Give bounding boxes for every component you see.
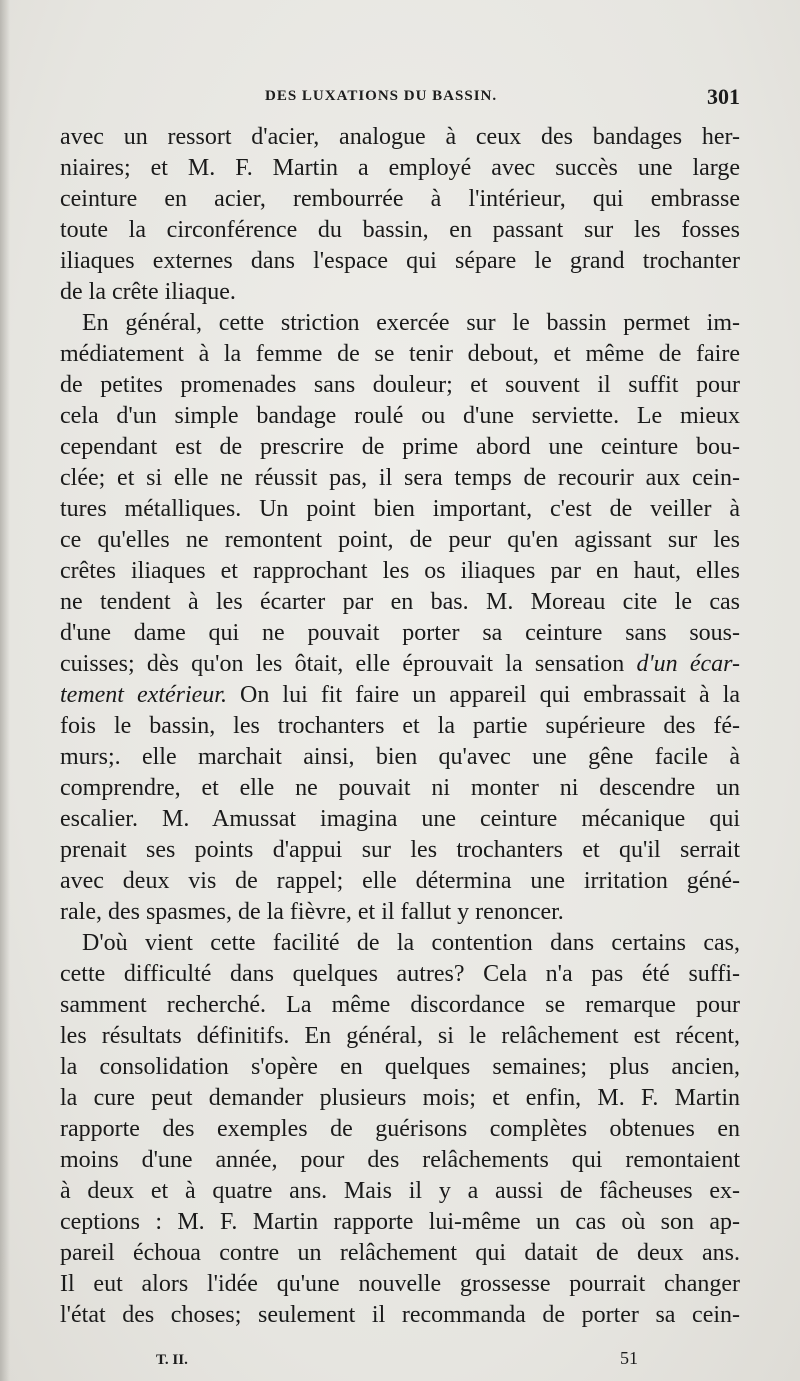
text-line: avec deux vis de rappel; elle détermina une irritation géné- (60, 868, 740, 894)
text-line: clée; et si elle ne réussit pas, il sera temps de recourir aux cein- (60, 465, 740, 491)
text-line (60, 649, 740, 680)
page-footer (60, 1348, 740, 1374)
text-line: iliaques externes dans l'espace qui sépare le grand trochanter (60, 248, 740, 274)
page-header (60, 84, 740, 114)
text-line: ceinture en acier, rembourrée à l'intérieur, qui embrasse (60, 186, 740, 212)
text-line: la cure peut demander plusieurs mois; et enfin, M. F. Martin (60, 1085, 740, 1111)
text-line: de petites promenades sans douleur; et souvent il suffit pour (60, 372, 740, 398)
text-line: toute la circonférence du bassin, en passant sur les fosses (60, 217, 740, 243)
text-line: rapporte des exemples de guérisons complètes obtenues en (60, 1116, 740, 1142)
signature-mark: 51 (620, 1348, 638, 1368)
text-line: rale, des spasmes, de la fièvre, et il fallut y renoncer. (60, 899, 564, 925)
text-line: escalier. M. Amussat imagina une ceinture mécanique qui (60, 806, 740, 832)
page-number: 301 (707, 84, 740, 109)
text-line: crêtes iliaques et rapprochant les os iliaques par en haut, elles (60, 558, 740, 584)
text-line: de la crête iliaque. (60, 279, 236, 305)
text-line: médiatement à la femme de se tenir debout, et même de faire (60, 341, 740, 367)
text-line: cette difficulté dans quelques autres? Cela n'a pas été suffi- (60, 961, 740, 987)
gutter-shadow (0, 0, 10, 1381)
text-line: d'une dame qui ne pouvait porter sa ceinture sans sous- (60, 620, 740, 646)
paragraph-start-line: D'où vient cette facilité de la contention dans certains cas, (82, 930, 740, 956)
text-line: ce qu'elles ne remontent point, de peur qu'en agissant sur les (60, 527, 740, 553)
italic-phrase: tement extérieur. (60, 682, 227, 708)
text-line: à deux et à quatre ans. Mais il y a aussi de fâcheuses ex- (60, 1178, 740, 1204)
text-line: l'état des choses; seulement il recommanda de porter sa cein- (60, 1302, 740, 1328)
text-line: avec un ressort d'acier, analogue à ceux des bandages her- (60, 124, 740, 150)
text-line: tures métalliques. Un point bien important, c'est de veiller à (60, 496, 740, 522)
text-line: pareil échoua contre un relâchement qui datait de deux ans. (60, 1240, 740, 1266)
text-line: niaires; et M. F. Martin a employé avec succès une large (60, 155, 740, 181)
running-title: DES LUXATIONS DU BASSIN. (265, 88, 498, 104)
text-segment: cuisses; dès qu'on les ôtait, elle éprouvait la sensation (60, 651, 625, 677)
text-line: fois le bassin, les trochanters et la partie supérieure des fé- (60, 713, 740, 739)
text-line: la consolidation s'opère en quelques semaines; plus ancien, (60, 1054, 740, 1080)
text-line: comprendre, et elle ne pouvait ni monter ni descendre un (60, 775, 740, 801)
text-line (60, 680, 740, 711)
body-text (60, 122, 740, 1331)
text-line: moins d'une année, pour des relâchements qui remontaient (60, 1147, 740, 1173)
volume-mark: T. II. (156, 1352, 188, 1368)
text-segment: On lui fit faire un appareil qui embrassait à la (227, 682, 741, 708)
text-line: cependant est de prescrire de prime abord une ceinture bou- (60, 434, 740, 460)
text-line: les résultats définitifs. En général, si le relâchement est récent, (60, 1023, 740, 1049)
italic-phrase: d'un écar- (636, 651, 740, 677)
text-line: cela d'un simple bandage roulé ou d'une serviette. Le mieux (60, 403, 740, 429)
text-line: samment recherché. La même discordance se remarque pour (60, 992, 740, 1018)
text-line: ceptions : M. F. Martin rapporte lui-même un cas où son ap- (60, 1209, 740, 1235)
text-line: Il eut alors l'idée qu'une nouvelle grossesse pourrait changer (60, 1271, 740, 1297)
paragraph-start-line: En général, cette striction exercée sur le bassin permet im- (82, 310, 740, 336)
text-line: ne tendent à les écarter par en bas. M. Moreau cite le cas (60, 589, 740, 615)
text-line: prenait ses points d'appui sur les trochanters et qu'il serrait (60, 837, 740, 863)
text-line: murs;. elle marchait ainsi, bien qu'avec une gêne facile à (60, 744, 740, 770)
